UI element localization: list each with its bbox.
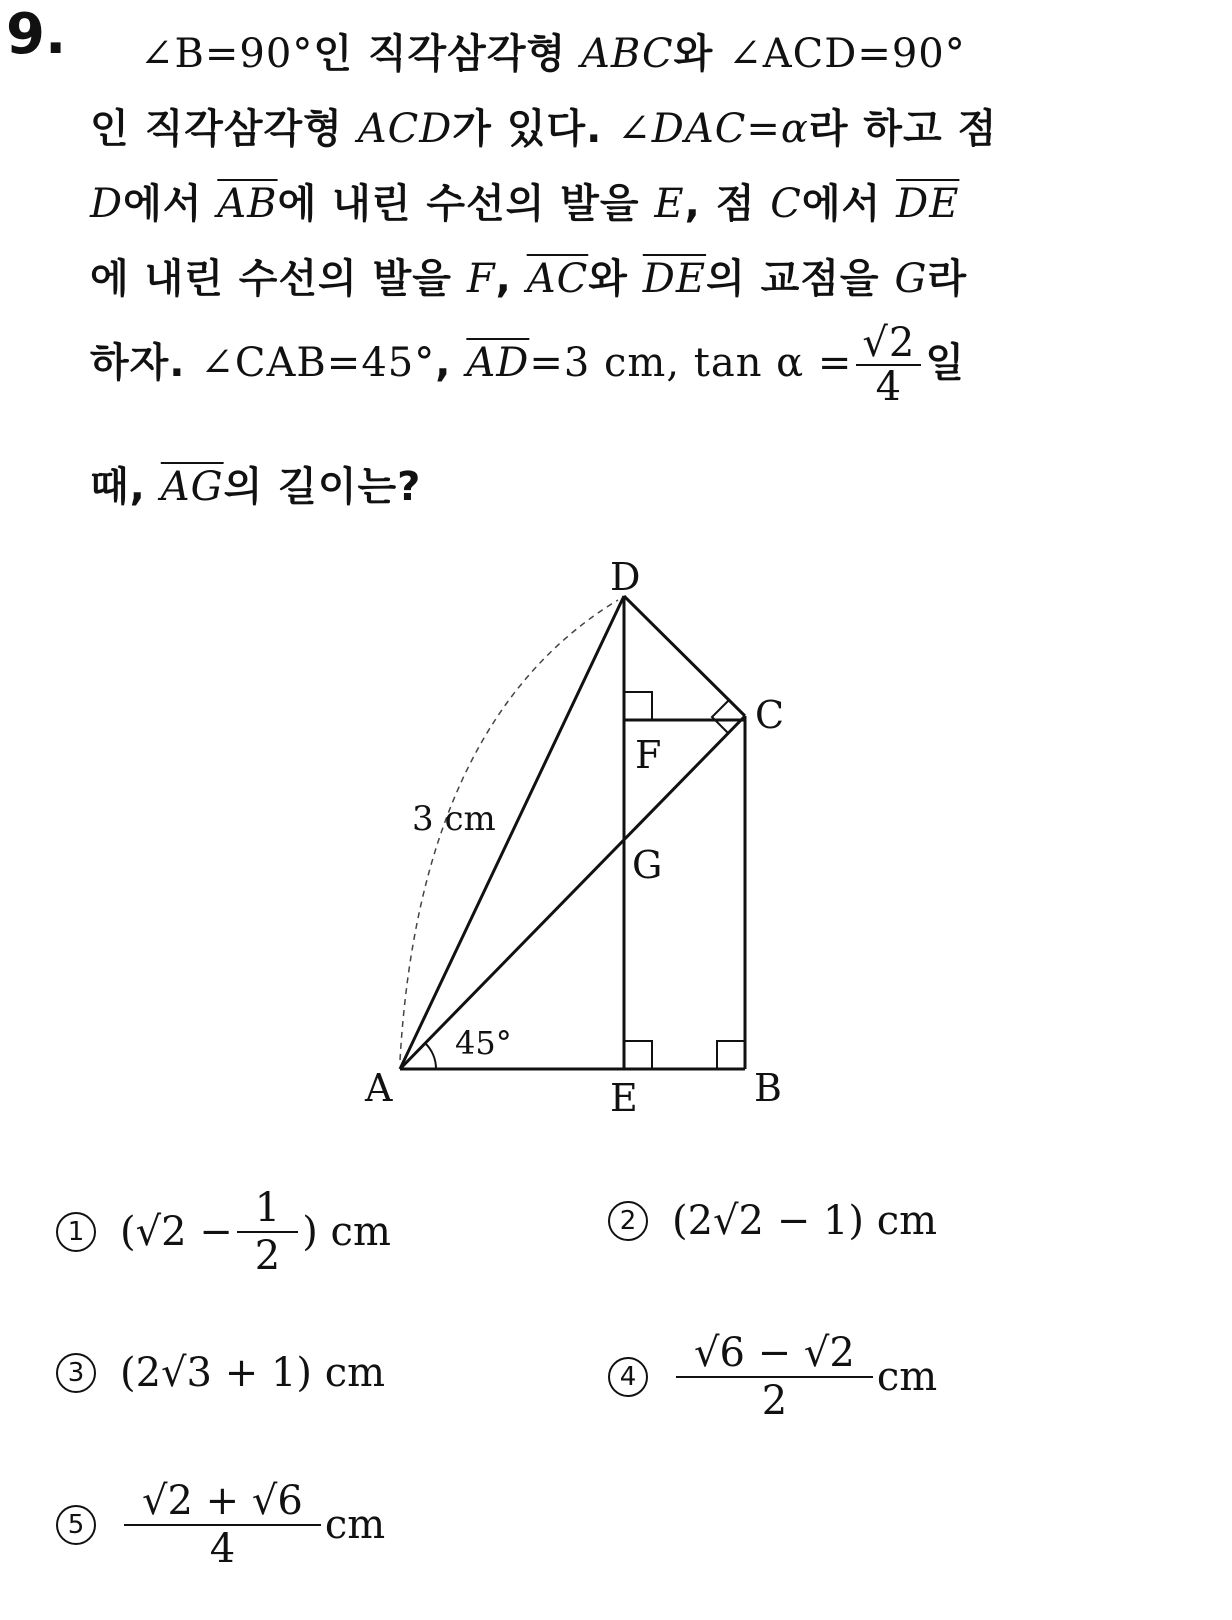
question-line-5: 하자. ∠CAB=45°, $\overline{AD}=3$ cm, tan α = $\frac{√2}{4}$ 일 <box>90 320 965 410</box>
length-label-3cm: 3 cm <box>412 799 496 839</box>
angle-cab: ∠CAB=45° <box>200 340 436 386</box>
angle-acd: ∠ACD=90° <box>728 31 966 77</box>
segment-ac-line <box>400 716 745 1069</box>
right-angle-b-mark <box>717 1041 745 1069</box>
option-5-marker: 5 <box>56 1505 96 1545</box>
question-line-4: 에 내린 수선의 발을 F, $\overline{AC}$와 $\overline{DE}$의 교점을 G라 <box>90 256 968 302</box>
option-1-fraction: $\frac{1}{2}$ <box>237 1185 298 1279</box>
segment-ad: $\overline{AD}$ <box>466 340 530 386</box>
option-2[interactable]: 2 (2√2 − 1) cm <box>608 1198 937 1244</box>
question-number: 9. <box>6 2 67 67</box>
label-b: B <box>754 1066 782 1110</box>
segment-ab: $\overline{AB}$ <box>217 181 278 227</box>
option-2-marker: 2 <box>608 1201 648 1241</box>
option-4[interactable]: 4 $\frac{√6 - √2}{2}$ cm <box>608 1330 937 1424</box>
segment-de: $\overline{DE}$ <box>896 181 960 227</box>
segment-ac: $\overline{AC}$ <box>526 256 589 302</box>
angle-45-arc <box>425 1043 436 1069</box>
option-3-marker: 3 <box>56 1353 96 1393</box>
label-d: D <box>610 560 641 599</box>
angle-dac: ∠DAC=α <box>617 106 809 152</box>
segment-ag: $\overline{AG}$ <box>160 464 224 510</box>
right-angle-f-mark <box>624 692 652 720</box>
tan-fraction: $\frac{√2}{4}$ <box>856 322 921 408</box>
option-1-marker: 1 <box>56 1212 96 1252</box>
label-e: E <box>610 1076 638 1120</box>
right-angle-e-mark <box>624 1041 652 1069</box>
option-4-marker: 4 <box>608 1357 648 1397</box>
segment-de-2: $\overline{DE}$ <box>642 256 707 302</box>
label-c: C <box>755 693 785 737</box>
angle-b: ∠B=90° <box>140 31 314 77</box>
label-a: A <box>365 1066 393 1110</box>
option-5[interactable]: 5 $\frac{√2 + √6}{4}$ cm <box>56 1478 385 1572</box>
option-4-fraction: $\frac{√6 - √2}{2}$ <box>676 1330 873 1424</box>
label-f: F <box>635 733 662 777</box>
right-angle-c-mark <box>712 700 729 734</box>
question-line-6: 때, $\overline{AG}$의 길이는? <box>90 464 422 510</box>
question-line-3: D에서 $\overline{AB}$에 내린 수선의 발을 E, 점 C에서 $\overline{DE}$ <box>90 181 960 227</box>
option-1[interactable]: 1 (√2 − $\frac{1}{2}$ ) cm <box>56 1185 391 1279</box>
question-line-2: 인 직각삼각형 ACD가 있다. ∠DAC=α라 하고 점 <box>90 106 998 152</box>
angle-label-45: 45° <box>455 1024 512 1062</box>
geometry-figure <box>330 560 810 1120</box>
label-g: G <box>632 843 663 887</box>
option-3[interactable]: 3 (2√3 + 1) cm <box>56 1350 385 1396</box>
tan-alpha: tan α = <box>693 340 853 386</box>
question-line-1: ∠B=90°인 직각삼각형 ABC와 ∠ACD=90° <box>140 31 966 77</box>
option-5-fraction: $\frac{√2 + √6}{4}$ <box>124 1478 321 1572</box>
segment-dc-line <box>624 596 745 716</box>
